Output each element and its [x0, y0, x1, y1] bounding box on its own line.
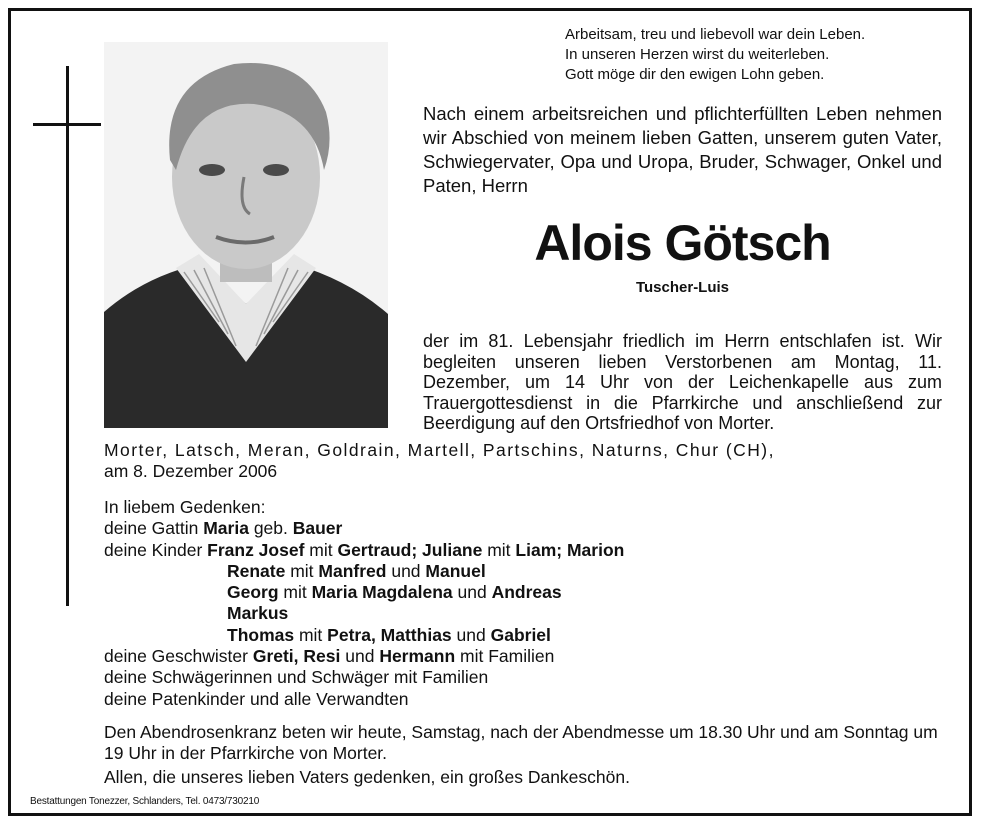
- children-row: [104, 540, 624, 561]
- siblings-row: [104, 646, 624, 667]
- connector-text: und: [386, 560, 426, 581]
- thanks-text: Allen, die unseres lieben Vaters gedenken, ein großes Dankeschön.: [104, 767, 630, 787]
- children-block: [104, 540, 624, 646]
- family-name: Liam; Marion: [515, 539, 625, 560]
- connector-text: und: [340, 646, 380, 667]
- connector-text: und: [451, 624, 491, 645]
- cross-bar: [33, 123, 101, 126]
- spouse-maiden: Bauer: [292, 518, 343, 539]
- family-name: Renate: [227, 560, 286, 581]
- family-name: Thomas: [227, 624, 295, 645]
- verse-line: Gott möge dir den ewigen Lohn geben.: [565, 66, 825, 83]
- family-name: Gabriel: [490, 624, 551, 645]
- family-name: Maria Magdalena: [311, 582, 453, 603]
- connector-text: mit: [285, 560, 319, 581]
- connector-text: und: [452, 582, 492, 603]
- portrait-photo: [104, 42, 388, 428]
- godchildren-row: deine Patenkinder und alle Verwandten: [104, 688, 409, 709]
- spouse-row: [104, 518, 624, 539]
- memorial-list: [104, 497, 624, 710]
- rosary-text: Den Abendrosenkranz beten wir heute, Samstag, nach der Abendmesse um 18.30 Uhr und am Sonntag um 19 Uhr in der Pfarrkirche von Morter.: [104, 722, 938, 763]
- family-name: Markus: [227, 603, 289, 624]
- connector-text: mit: [304, 539, 338, 560]
- connector-text: mit: [482, 539, 516, 560]
- children-row: [104, 582, 624, 603]
- family-name: Franz Josef: [207, 539, 305, 560]
- date-line: am 8. Dezember 2006: [104, 461, 278, 481]
- verse-line: Arbeitsam, treu und liebevoll war dein Leben.: [565, 26, 866, 43]
- spouse-mid: geb.: [248, 518, 293, 539]
- family-name: Manfred: [318, 560, 387, 581]
- children-row: [104, 561, 624, 582]
- verse-line: In unseren Herzen wirst du weiterleben.: [565, 46, 830, 63]
- deceased-name: Alois Götsch: [534, 215, 831, 271]
- deceased-nickname: Tuscher-Luis: [635, 279, 730, 296]
- family-name: Andreas: [491, 582, 562, 603]
- connector-text: mit: [278, 582, 312, 603]
- spouse-prefix: deine Gattin: [104, 518, 204, 539]
- places-line: Morter, Latsch, Meran, Goldrain, Martell, Partschins, Naturns, Chur (CH),: [104, 440, 775, 460]
- connector-text: mit: [294, 624, 328, 645]
- family-name: Petra, Matthias: [327, 624, 452, 645]
- children-row: [104, 625, 624, 646]
- sibling-name: Greti, Resi: [252, 646, 341, 667]
- connector-text: mit Familien: [455, 646, 555, 667]
- death-notice: der im 81. Lebensjahr friedlich im Herrn entschlafen ist. Wir begleiten unseren lieben Verstorbenen am Montag, 11. Dezember, um 14 Uhr von der Leichenkapelle aus zum Trauergottesdienst in die Pfarrkirche und anschließend zur Beerdigung auf den Ortsfriedhof von Morter.: [423, 331, 942, 433]
- connector-text: deine Geschwister: [104, 646, 253, 667]
- children-prefix: deine Kinder: [104, 539, 208, 560]
- sibling-name: Hermann: [379, 646, 456, 667]
- family-name: Manuel: [425, 560, 486, 581]
- cross-icon: [66, 66, 69, 606]
- intro-text: Nach einem arbeitsreichen und pflichterfüllten Leben nehmen wir Abschied von meinem lieben Gatten, unserem guten Vater, Schwiegervater, Opa und Uropa, Bruder, Schwager, Onkel und Paten, Herrn: [423, 103, 942, 196]
- family-name: Georg: [227, 582, 279, 603]
- in-laws-row: deine Schwägerinnen und Schwäger mit Familien: [104, 667, 489, 688]
- spouse-name: Maria: [203, 518, 249, 539]
- verse: [565, 25, 865, 85]
- children-row: [104, 603, 624, 624]
- memorial-heading: In liebem Gedenken:: [104, 497, 266, 517]
- funeral-home-footer: Bestattungen Tonezzer, Schlanders, Tel. 0473/730210: [30, 796, 260, 807]
- family-name: Gertraud; Juliane: [337, 539, 483, 560]
